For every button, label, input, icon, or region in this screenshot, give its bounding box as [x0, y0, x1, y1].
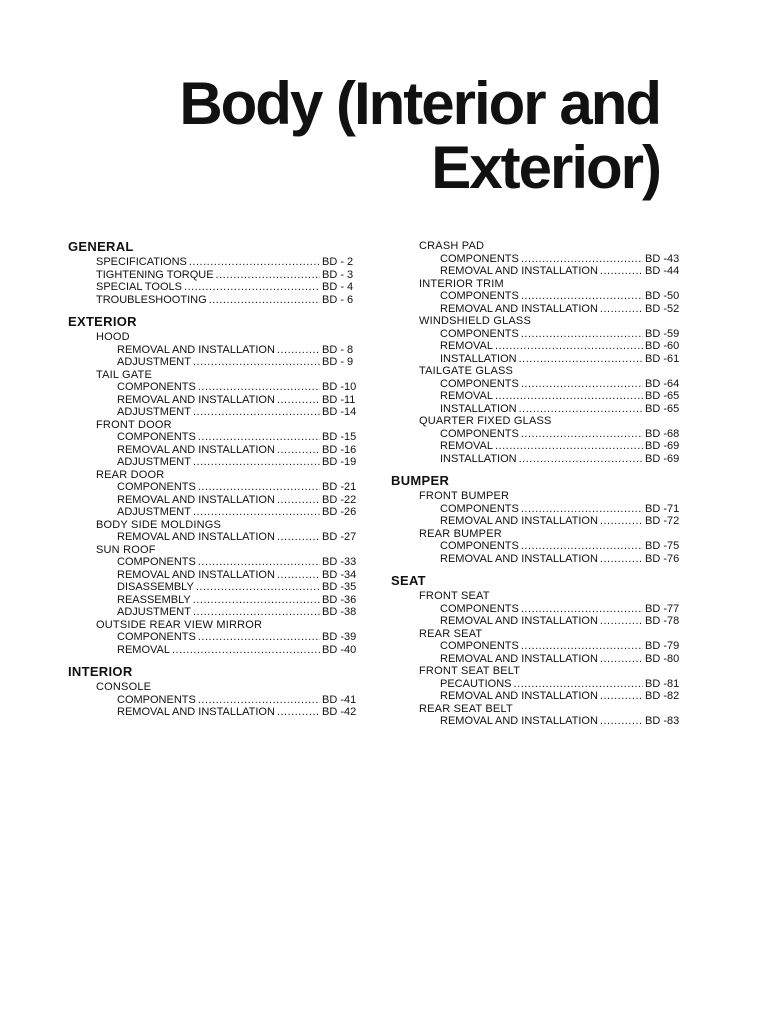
- toc-entry-title: COMPONENTS: [440, 377, 519, 390]
- toc-entry[interactable]: [68, 394, 358, 407]
- section-heading-interior: INTERIOR: [68, 664, 133, 679]
- toc-group-title: REAR SEAT BELT: [419, 702, 513, 715]
- toc-entry-page: BD -44: [645, 265, 680, 277]
- section-heading-bumper: BUMPER: [391, 473, 450, 488]
- toc-entry-title: SPECIAL TOOLS: [96, 281, 183, 293]
- interior-continued-list: [391, 240, 681, 465]
- toc-entry-title: REMOVAL AND INSTALLATION: [117, 531, 275, 543]
- dot-leader: [521, 640, 643, 653]
- toc-entry[interactable]: [391, 328, 681, 341]
- toc-entry-title: COMPONENTS: [440, 602, 519, 615]
- toc-entry-title: REMOVAL AND INSTALLATION: [117, 568, 275, 581]
- dot-leader: [277, 394, 320, 407]
- dot-leader: [193, 606, 320, 619]
- dot-leader: [193, 456, 320, 469]
- toc-group-title: SUN ROOF: [96, 543, 156, 556]
- toc-group-title: TAILGATE GLASS: [419, 365, 514, 377]
- toc-entry-page: BD - 6: [322, 293, 354, 306]
- dot-leader: [600, 690, 643, 703]
- toc-entry[interactable]: [68, 444, 358, 457]
- toc-entry[interactable]: [391, 390, 681, 403]
- toc-entry-title: REMOVAL: [440, 440, 493, 452]
- toc-entry-page: BD -75: [645, 540, 680, 552]
- toc-entry-title: SPECIFICATIONS: [96, 256, 187, 268]
- toc-entry-page: BD - 4: [322, 281, 354, 293]
- toc-entry-page: BD -41: [322, 693, 357, 706]
- toc-entry-page: BD -78: [645, 615, 680, 627]
- toc-entry-title: REMOVAL AND INSTALLATION: [440, 265, 598, 277]
- toc-entry-title: TIGHTENING TORQUE: [96, 268, 214, 281]
- dot-leader: [495, 340, 643, 353]
- dot-leader: [198, 481, 320, 494]
- toc-entry-title: TROUBLESHOOTING: [96, 293, 207, 306]
- dot-leader: [277, 494, 320, 507]
- toc-entry[interactable]: [391, 603, 681, 616]
- dot-leader: [600, 515, 643, 528]
- toc-entry[interactable]: [391, 253, 681, 266]
- toc-entry-page: BD -42: [322, 706, 357, 718]
- dot-leader: [277, 531, 320, 544]
- toc-group-title: REAR BUMPER: [419, 527, 502, 540]
- dot-leader: [600, 265, 643, 278]
- dot-leader: [495, 440, 643, 453]
- toc-entry-page: BD -21: [322, 481, 357, 493]
- toc-entry[interactable]: [68, 406, 358, 419]
- toc-entry-page: BD -38: [322, 606, 357, 618]
- toc-entry-page: BD -36: [322, 593, 357, 606]
- toc-entry[interactable]: [68, 456, 358, 469]
- toc-entry[interactable]: [68, 494, 358, 507]
- toc-entry[interactable]: [391, 440, 681, 453]
- toc-entry-title: DISASSEMBLY: [117, 581, 194, 593]
- dot-leader: [514, 678, 643, 691]
- toc-entry-title: REMOVAL: [117, 643, 170, 656]
- toc-group-title: QUARTER FIXED GLASS: [419, 415, 552, 427]
- toc-entry-title: INSTALLATION: [440, 402, 517, 415]
- toc-entry-page: BD -34: [322, 568, 357, 581]
- dot-leader: [216, 269, 320, 282]
- toc-entry[interactable]: [68, 694, 358, 707]
- toc-entry-title: REMOVAL AND INSTALLATION: [117, 343, 275, 356]
- dot-leader: [600, 615, 643, 628]
- toc-entry[interactable]: [68, 531, 358, 544]
- toc-entry[interactable]: [68, 556, 358, 569]
- toc-group-title: TAIL GATE: [96, 368, 152, 381]
- toc-entry-title: COMPONENTS: [440, 252, 519, 265]
- toc-entry[interactable]: [68, 356, 358, 369]
- dot-leader: [193, 506, 320, 519]
- toc-entry[interactable]: [68, 481, 358, 494]
- dot-leader: [193, 594, 320, 607]
- page-title: [179, 72, 660, 200]
- toc-entry-page: BD -33: [322, 556, 357, 568]
- toc-entry-page: BD -76: [645, 552, 680, 565]
- toc-entry-title: REMOVAL AND INSTALLATION: [440, 552, 598, 565]
- toc-entry-page: BD - 8: [322, 343, 354, 356]
- toc-entry-title: PECAUTIONS: [440, 677, 512, 690]
- toc-entry-page: BD -14: [322, 406, 357, 418]
- toc-entry[interactable]: [391, 378, 681, 391]
- dot-leader: [600, 715, 643, 728]
- section-heading-general: GENERAL: [68, 239, 134, 254]
- dot-leader: [600, 303, 643, 316]
- toc-entry-page: BD -80: [645, 652, 680, 665]
- toc-entry-title: ADJUSTMENT: [117, 356, 191, 368]
- dot-leader: [277, 444, 320, 457]
- toc-entry-title: REMOVAL AND INSTALLATION: [117, 393, 275, 406]
- dot-leader: [196, 581, 320, 594]
- toc-entry-title: COMPONENTS: [117, 556, 196, 568]
- toc-entry-page: BD -26: [322, 506, 357, 518]
- toc-entry-page: BD -60: [645, 340, 680, 352]
- dot-leader: [198, 694, 320, 707]
- toc-entry-page: BD -79: [645, 640, 680, 652]
- general-list: [68, 256, 358, 306]
- toc-entry-page: BD -16: [322, 443, 357, 456]
- toc-entry[interactable]: [391, 690, 681, 703]
- toc-group-title: CONSOLE: [96, 681, 152, 693]
- dot-leader: [600, 553, 643, 566]
- toc-entry-page: BD -81: [645, 677, 680, 690]
- toc-entry-page: BD -43: [645, 252, 680, 265]
- seat-list: [391, 590, 681, 728]
- toc-entry-page: BD -65: [645, 402, 680, 415]
- dot-leader: [193, 406, 320, 419]
- dot-leader: [521, 603, 643, 616]
- section-heading-exterior: EXTERIOR: [68, 314, 137, 329]
- toc-entry-page: BD -27: [322, 531, 357, 543]
- dot-leader: [521, 428, 643, 441]
- dot-leader: [521, 540, 643, 553]
- toc-entry-title: COMPONENTS: [117, 693, 196, 706]
- toc-entry-page: BD -22: [322, 493, 357, 506]
- toc-entry-page: BD -59: [645, 327, 680, 340]
- toc-entry-page: BD -69: [645, 452, 680, 465]
- toc-entry-title: REMOVAL AND INSTALLATION: [440, 515, 598, 527]
- section-heading-seat: SEAT: [391, 573, 426, 588]
- dot-leader: [172, 644, 320, 657]
- toc-entry-page: BD -10: [322, 381, 357, 393]
- toc-entry[interactable]: [391, 640, 681, 653]
- toc-group-title: BODY SIDE MOLDINGS: [96, 518, 222, 531]
- toc-entry-page: BD -64: [645, 377, 680, 390]
- toc-entry-title: REMOVAL: [440, 390, 493, 402]
- toc-group-title: FRONT BUMPER: [419, 490, 510, 502]
- toc-entry-page: BD -39: [322, 631, 357, 643]
- toc-entry-title: ADJUSTMENT: [117, 406, 191, 418]
- dot-leader: [519, 403, 643, 416]
- toc-entry-title: REMOVAL: [440, 340, 493, 352]
- toc-entry[interactable]: [391, 290, 681, 303]
- toc-entry[interactable]: [68, 506, 358, 519]
- toc-entry[interactable]: [391, 615, 681, 628]
- dot-leader: [198, 556, 320, 569]
- toc-entry[interactable]: [391, 653, 681, 666]
- toc-entry-title: INSTALLATION: [440, 452, 517, 465]
- dot-leader: [209, 294, 320, 307]
- toc-group-title: REAR DOOR: [96, 468, 165, 481]
- toc-entry-page: BD - 2: [322, 256, 354, 268]
- toc-entry-page: BD -65: [645, 390, 680, 402]
- toc-entry-title: COMPONENTS: [440, 427, 519, 440]
- toc-entry-title: INSTALLATION: [440, 352, 517, 365]
- toc-entry-title: ADJUSTMENT: [117, 606, 191, 618]
- toc-entry[interactable]: [391, 340, 681, 353]
- toc-entry[interactable]: [391, 678, 681, 691]
- toc-entry-title: COMPONENTS: [440, 327, 519, 340]
- page-title-line-2: Exterior): [431, 134, 660, 201]
- dot-leader: [521, 328, 643, 341]
- dot-leader: [521, 503, 643, 516]
- toc-group-title: FRONT DOOR: [96, 418, 172, 431]
- toc-entry-page: BD - 9: [322, 356, 354, 368]
- toc-entry-page: BD -72: [645, 515, 680, 527]
- toc-entry[interactable]: [68, 631, 358, 644]
- dot-leader: [189, 256, 320, 269]
- toc-entry-title: REMOVAL AND INSTALLATION: [117, 706, 275, 718]
- toc-entry[interactable]: [68, 269, 358, 282]
- page-title-line-1: Body (Interior and: [179, 70, 660, 137]
- toc-entry-title: REASSEMBLY: [117, 593, 191, 606]
- toc-entry[interactable]: [391, 515, 681, 528]
- dot-leader: [277, 706, 320, 719]
- toc-entry-title: ADJUSTMENT: [117, 456, 191, 468]
- dot-leader: [521, 290, 643, 303]
- toc-entry-page: BD -83: [645, 715, 680, 727]
- toc-entry-title: COMPONENTS: [117, 431, 196, 443]
- dot-leader: [198, 381, 320, 394]
- toc-column-left: [68, 240, 358, 719]
- interior-list: [68, 681, 358, 719]
- toc-entry-page: BD -52: [645, 302, 680, 315]
- dot-leader: [277, 344, 320, 357]
- dot-leader: [198, 631, 320, 644]
- dot-leader: [519, 453, 643, 466]
- toc-entry-title: COMPONENTS: [440, 540, 519, 552]
- dot-leader: [184, 281, 320, 294]
- toc-entry-page: BD -82: [645, 690, 680, 702]
- toc-entry-title: REMOVAL AND INSTALLATION: [117, 443, 275, 456]
- toc-entry-title: REMOVAL AND INSTALLATION: [440, 690, 598, 702]
- toc-entry-page: BD - 3: [322, 268, 354, 281]
- toc-entry[interactable]: [68, 381, 358, 394]
- toc-entry-page: BD -61: [645, 352, 680, 365]
- toc-entry[interactable]: [68, 344, 358, 357]
- dot-leader: [198, 431, 320, 444]
- toc-entry[interactable]: [68, 281, 358, 294]
- toc-entry-title: COMPONENTS: [117, 631, 196, 643]
- toc-entry[interactable]: [391, 553, 681, 566]
- dot-leader: [521, 253, 643, 266]
- toc-entry[interactable]: [68, 569, 358, 582]
- exterior-list: [68, 331, 358, 656]
- dot-leader: [277, 569, 320, 582]
- toc-entry[interactable]: [68, 294, 358, 307]
- toc-entry-title: COMPONENTS: [440, 290, 519, 302]
- toc-entry-page: BD -15: [322, 431, 357, 443]
- toc-entry-title: COMPONENTS: [117, 481, 196, 493]
- dot-leader: [193, 356, 320, 369]
- toc-entry-page: BD -77: [645, 602, 680, 615]
- toc-entry-page: BD -19: [322, 456, 357, 468]
- toc-entry[interactable]: [391, 503, 681, 516]
- toc-entry[interactable]: [68, 594, 358, 607]
- toc-entry-page: BD -50: [645, 290, 680, 302]
- toc-entry-title: COMPONENTS: [440, 502, 519, 515]
- toc-entry-title: REMOVAL AND INSTALLATION: [440, 615, 598, 627]
- toc-entry-page: BD -35: [322, 581, 357, 593]
- toc-entry[interactable]: [391, 715, 681, 728]
- toc-entry[interactable]: [391, 353, 681, 366]
- toc-entry[interactable]: [68, 706, 358, 719]
- toc-entry[interactable]: [391, 403, 681, 416]
- toc-group-title: OUTSIDE REAR VIEW MIRROR: [96, 618, 263, 631]
- toc-group-title: INTERIOR TRIM: [419, 277, 504, 290]
- toc-entry[interactable]: [391, 453, 681, 466]
- toc-group-title: REAR SEAT: [419, 627, 483, 640]
- toc-group-title: WINDSHIELD GLASS: [419, 315, 532, 327]
- toc-entry-title: COMPONENTS: [440, 640, 519, 652]
- dot-leader: [495, 390, 643, 403]
- toc-column-right: [391, 240, 681, 728]
- toc-group-title: FRONT SEAT BELT: [419, 665, 521, 677]
- toc-entry-page: BD -40: [322, 643, 357, 656]
- toc-entry[interactable]: [391, 540, 681, 553]
- toc-entry[interactable]: [68, 431, 358, 444]
- toc-entry-title: REMOVAL AND INSTALLATION: [440, 302, 598, 315]
- toc-entry[interactable]: [391, 265, 681, 278]
- toc-group-title: CRASH PAD: [419, 240, 485, 252]
- toc-entry-page: BD -71: [645, 502, 680, 515]
- toc-entry-title: REMOVAL AND INSTALLATION: [117, 493, 275, 506]
- dot-leader: [521, 378, 643, 391]
- toc-entry[interactable]: [391, 303, 681, 316]
- toc-entry-page: BD -11: [322, 393, 356, 406]
- toc-entry-page: BD -69: [645, 440, 680, 452]
- toc-entry[interactable]: [68, 256, 358, 269]
- toc-entry[interactable]: [391, 428, 681, 441]
- toc-entry-title: REMOVAL AND INSTALLATION: [440, 715, 598, 727]
- bumper-list: [391, 490, 681, 565]
- toc-entry-title: REMOVAL AND INSTALLATION: [440, 652, 598, 665]
- dot-leader: [600, 653, 643, 666]
- dot-leader: [519, 353, 643, 366]
- toc-entry-page: BD -68: [645, 427, 680, 440]
- toc-entry-title: ADJUSTMENT: [117, 506, 191, 518]
- toc-entry[interactable]: [68, 644, 358, 657]
- toc-entry[interactable]: [68, 581, 358, 594]
- toc-entry-title: COMPONENTS: [117, 381, 196, 393]
- toc-entry[interactable]: [68, 606, 358, 619]
- toc-group-title: FRONT SEAT: [419, 590, 490, 602]
- toc-group-title: HOOD: [96, 331, 130, 343]
